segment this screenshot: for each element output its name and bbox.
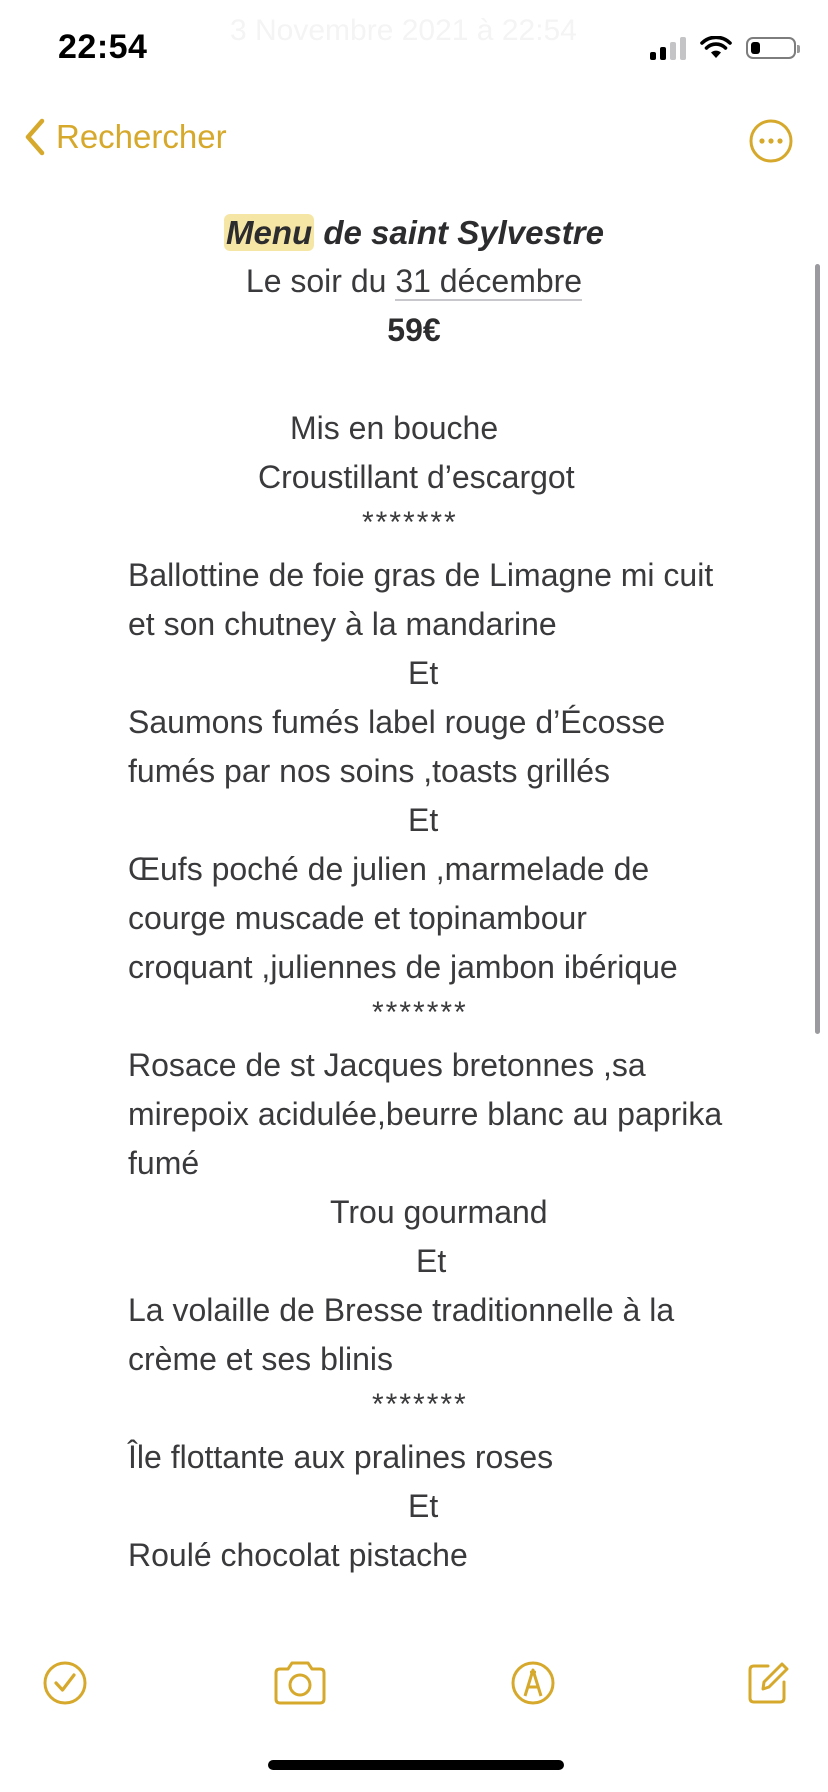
menu-separator: ******* — [362, 506, 458, 539]
note-price: 59€ — [387, 312, 441, 348]
menu-line: fumé — [128, 1145, 200, 1181]
home-indicator[interactable] — [268, 1760, 564, 1770]
menu-line: Rosace de st Jacques bretonnes ,sa — [128, 1047, 646, 1083]
date-link[interactable]: 31 décembre — [395, 263, 583, 299]
markup-button[interactable] — [510, 1660, 556, 1711]
nav-bar — [0, 108, 828, 172]
status-icons — [650, 36, 796, 60]
back-button[interactable] — [24, 118, 227, 156]
status-bar — [0, 0, 828, 100]
menu-line: fumés par nos soins ,toasts grillés — [128, 753, 610, 789]
wifi-icon — [700, 36, 732, 60]
menu-line: Œufs poché de julien ,marmelade de — [128, 851, 650, 887]
menu-line: La volaille de Bresse traditionnelle à la — [128, 1292, 675, 1328]
markup-icon — [510, 1660, 556, 1706]
note-title — [0, 208, 828, 257]
chevron-left-icon — [24, 118, 46, 156]
menu-line-amuse-2: Croustillant d’escargot — [258, 459, 575, 495]
menu-line: croquant ,juliennes de jambon ibérique — [128, 949, 678, 985]
menu-line: Saumons fumés label rouge d’Écosse — [128, 704, 666, 740]
battery-level — [751, 42, 760, 54]
menu-line-et: Et — [416, 1243, 447, 1279]
camera-button[interactable] — [272, 1660, 328, 1711]
ellipsis-circle-icon — [748, 118, 794, 164]
menu-line-et: Et — [408, 655, 439, 691]
status-bar-date-ghost: 3 Novembre 2021 à 22:54 — [230, 14, 577, 47]
menu-line: courge muscade et topinambour — [128, 900, 587, 936]
compose-button[interactable] — [744, 1660, 790, 1711]
menu-separator: ******* — [372, 1388, 468, 1421]
menu-line: Roulé chocolat pistache — [128, 1537, 468, 1573]
scroll-indicator[interactable] — [815, 264, 820, 1034]
checklist-button[interactable] — [42, 1660, 88, 1711]
compose-icon — [744, 1660, 790, 1706]
menu-line: crème et ses blinis — [128, 1341, 393, 1377]
bottom-toolbar — [0, 1650, 828, 1730]
menu-line-amuse-1: Mis en bouche — [290, 410, 499, 446]
menu-line-trou: Trou gourmand — [330, 1194, 548, 1230]
cellular-signal-icon — [650, 36, 686, 60]
menu-line: Île flottante aux pralines roses — [128, 1439, 554, 1475]
back-button-label: Rechercher — [56, 118, 227, 155]
note-subtitle — [0, 257, 828, 306]
battery-icon — [746, 37, 796, 59]
menu-line: et son chutney à la mandarine — [128, 606, 557, 642]
menu-line-et: Et — [408, 1488, 439, 1524]
note-title-highlight: Menu — [226, 214, 313, 251]
camera-icon — [272, 1660, 328, 1706]
checklist-icon — [42, 1660, 88, 1706]
menu-line: mirepoix acidulée,beurre blanc au paprika — [128, 1096, 723, 1132]
menu-line-et: Et — [408, 802, 439, 838]
note-title-rest: de saint Sylvestre — [314, 214, 604, 251]
subtitle-prefix: Le soir du — [245, 263, 396, 299]
note-body[interactable] — [0, 200, 828, 1600]
more-options-button[interactable] — [748, 118, 794, 169]
menu-line: Ballottine de foie gras de Limagne mi cuit — [128, 557, 714, 593]
menu-separator: ******* — [372, 996, 468, 1029]
status-time: 22:54 — [58, 28, 148, 66]
